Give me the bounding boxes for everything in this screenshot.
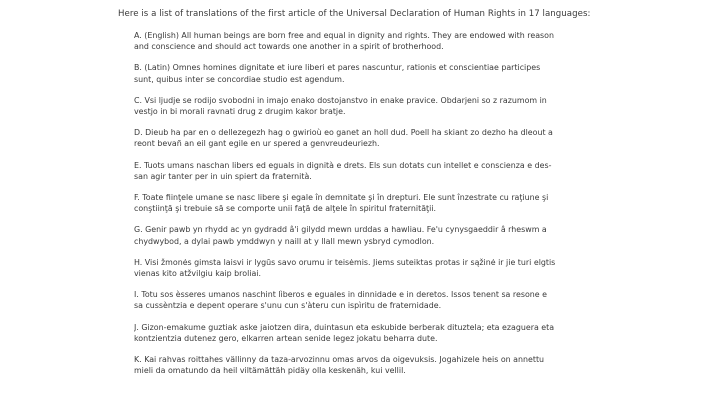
translation-entry-k: K. Kai rahvas roittahes vällinny da taza-arvozinnu omas arvos da oigevuksis. Jogahizele heis on annettu mieli da omatundo da heil viltämättäh pidäy olla keskenäh, kui vellil. [134,354,545,376]
translation-entry-h: H. Visi žmonės gimsta laisvi ir lygūs savo orumu ir teisėmis. Jiems suteiktas protas ir sąžinė ir jie turi elgtis vienas kito atžvilgiu kaip broliai. [134,257,556,278]
translation-entry-f: F. Toate fiinţele umane se nasc libere şi egale în demnitate şi în drepturi. Ele sunt înzestrate cu raţiune şi conştiinţă şi trebuie să se comporte unii faţă de alţele în spiritul fraternităţii. [134,192,549,214]
intro-text: Here is a list of translations of the first article of the Universal Declaration of Human Rights in 17 languages: [118,9,591,19]
translation-entry-i: I. Totu sos èsseres umanos naschint lìberos e eguales in dinnidade e in deretos. Issos tenent sa resone e sa cussèntzia e depent operare s'unu cun s'àteru cun ispìritu de fraternidade. [134,290,547,311]
translation-entry-j: J. Gizon-emakume guztiak aske jaiotzen dira, duintasun eta eskubide berberak dituztela; eta ezaguera eta kontzientzia dutenez gero, elkarren artean senide legez jokatu beharra dute. [134,322,555,343]
translation-list [134,30,604,379]
translation-entry-c: C. Vsi ljudje se rodijo svobodni in imajo enako dostojanstvo in enake pravice. Obdarjeni so z razumom in vestjo in bi morali ravnati drug z drugim kakor bratje. [134,95,547,116]
translation-entry-b: B. (Latin) Omnes homines dignitate et iure liberi et pares nascuntur, rationis et conscientiae participes sunt, quibus inter se concordiae studio est agendum. [134,63,541,84]
translation-entry-a: A. (English) All human beings are born free and equal in dignity and rights. They are endowed with reason and conscience and should act towards one another in a spirit of brotherhood. [134,31,554,52]
translation-entry-g: G. Genir pawb yn rhydd ac yn gydradd â'i gilydd mewn urddas a hawliau. Fe'u cynysgaeddir â rheswm a chydwybod, a dylai pawb ymddwyn y naill at y llall mewn ysbryd cymodlon. [134,225,547,246]
translation-entry-d: D. Dieub ha par en o dellezegezh hag o gwirioù eo ganet an holl dud. Poell ha skiant zo dezho ha dleout a reont bevañ an eil gant egile en ur spered a genvreudeuriezh. [134,128,553,149]
translation-entry-e: E. Tuots umans naschan libers ed eguals in dignità e drets. Els sun dotats cun intellet e conscienza e des- san agir tanter per in uin spiert da fraternità. [134,160,552,181]
